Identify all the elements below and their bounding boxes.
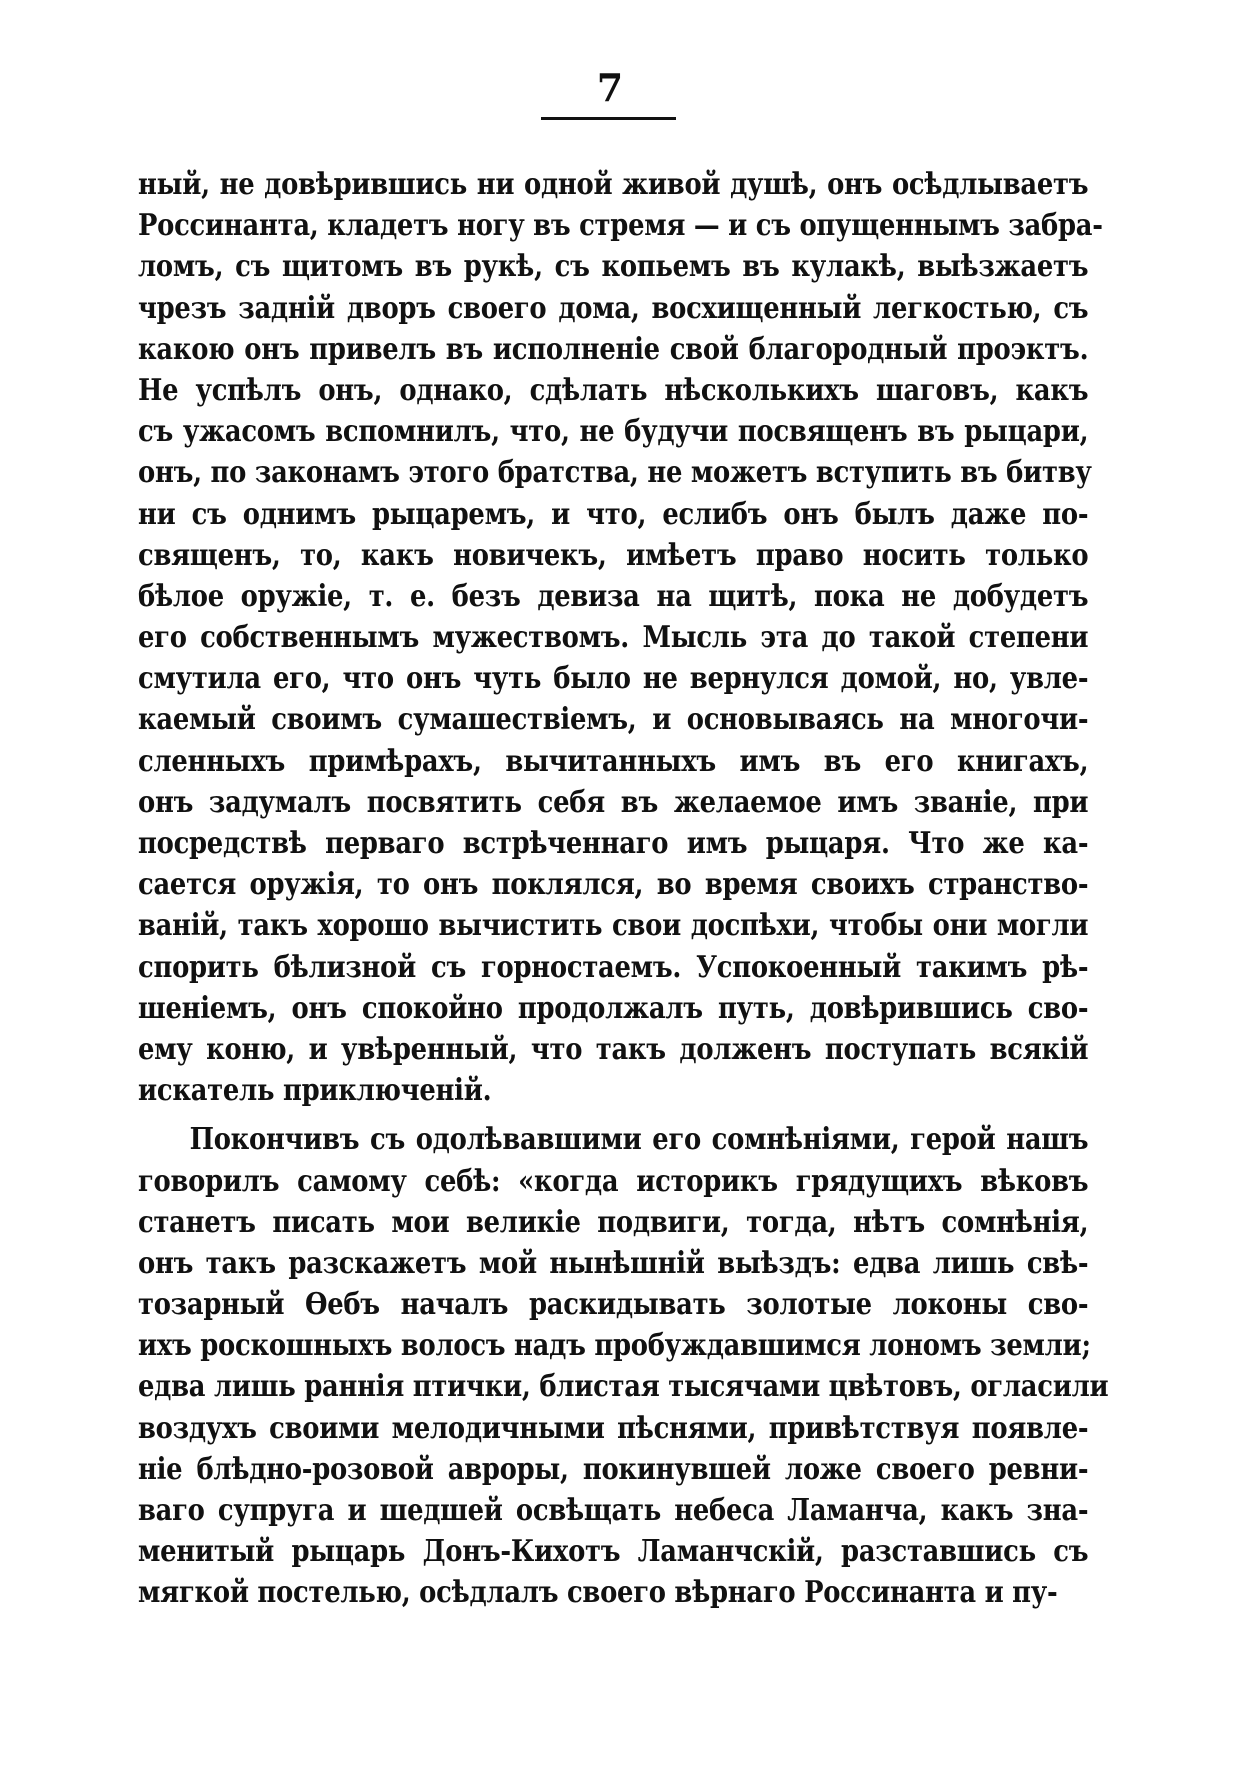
text-line: ни съ однимъ рыцаремъ, и что, еслибъ онъ былъ даже по- xyxy=(138,496,1089,532)
text-line: чрезъ заднiй дворъ своего дома, восхищенный легкостью, съ xyxy=(138,290,1089,326)
text-line: ваго супруга и шедшей освѣщать небеса Ламанча, какъ зна- xyxy=(138,1493,1089,1528)
text-line: Покончивъ съ одолѣвавшими его сомнѣнiями, герой нашъ xyxy=(189,1122,1089,1158)
text-line: Не успѣлъ онъ, однако, сдѣлать нѣсколькихъ шаговъ, какъ xyxy=(138,372,1089,408)
page-number-rule xyxy=(541,117,676,120)
text-line: едва лишь раннiя птички, блистая тысячами цвѣтовъ, огласили xyxy=(138,1369,1109,1405)
body-text xyxy=(138,164,1109,1614)
page-number: 7 xyxy=(596,65,624,110)
text-line: ломъ, съ щитомъ въ рукѣ, съ копьемъ въ кулакѣ, выѣзжаетъ xyxy=(138,249,1089,285)
text-line: говорилъ самому себѣ: «когда историкъ грядущихъ вѣковъ xyxy=(138,1163,1089,1199)
text-line: искатель приключенiй. xyxy=(138,1073,492,1109)
text-line: бѣлое оружiе, т. е. безъ девиза на щитѣ, пока не добудетъ xyxy=(138,578,1089,614)
text-line: тозарный Ѳебъ началъ раскидывать золотые локоны сво- xyxy=(138,1287,1089,1323)
text-line: онъ такъ разскажетъ мой нынѣшнiй выѣздъ: едва лишь свѣ- xyxy=(138,1245,1089,1281)
text-line: онъ, по законамъ этого братства, не можетъ вступить въ битву xyxy=(138,455,1092,491)
text-line: спорить бѣлизной съ горностаемъ. Успокоенный такимъ рѣ- xyxy=(138,949,1089,985)
text-line: мягкой постелью, осѣдлалъ своего вѣрнаго Россинанта и пу- xyxy=(138,1575,1058,1611)
text-line: нiе блѣдно-розовой авроры, покинувшей ложе своего ревни- xyxy=(138,1451,1089,1487)
text-line: сленныхъ примѣрахъ, вычитанныхъ имъ въ его книгахъ, xyxy=(138,743,1089,779)
paragraph xyxy=(138,164,1103,1111)
text-line: воздухъ своими мелодичными пѣснями, привѣтствуя появле- xyxy=(138,1410,1089,1446)
text-line: его собственнымъ мужествомъ. Мысль эта до такой степени xyxy=(138,620,1089,656)
text-line: сается оружiя, то онъ поклялся, во время своихъ странство- xyxy=(138,867,1089,903)
text-line: менитый рыцарь Донъ-Кихотъ Ламанчскiй, разставшись съ xyxy=(138,1534,1089,1570)
text-line: каемый своимъ сумашествiемъ, и основываясь на многочи- xyxy=(138,702,1089,738)
text-line: ему коню, и увѣренный, что такъ долженъ поступать всякiй xyxy=(138,1031,1089,1067)
text-line: шенiемъ, онъ спокойно продолжалъ путь, довѣрившись сво- xyxy=(138,990,1089,1026)
text-line: ихъ роскошныхъ волосъ надъ пробуждавшимся лономъ земли; xyxy=(138,1328,1091,1364)
text-line: ванiй, такъ хорошо вычистить свои доспѣхи, чтобы они могли xyxy=(138,908,1089,944)
text-line: посредствѣ перваго встрѣченнаго имъ рыцаря. Что же ка- xyxy=(138,826,1089,861)
paragraph-gap xyxy=(138,1111,1088,1119)
text-line: какою онъ привелъ въ исполненiе свой благородный проэктъ. xyxy=(138,331,1089,367)
text-line: смутила его, что онъ чуть было не вернулся домой, но, увле- xyxy=(138,661,1089,697)
text-line: Россинанта, кладетъ ногу въ стремя — и съ опущеннымъ забра- xyxy=(138,208,1103,244)
text-line: ный, не довѣрившись ни одной живой душѣ, онъ осѣдлываетъ xyxy=(138,167,1089,202)
text-line: священъ, то, какъ новичекъ, имѣетъ право носить только xyxy=(138,537,1089,573)
text-line: съ ужасомъ вспомнилъ, что, не будучи посвященъ въ рыцари, xyxy=(138,414,1089,450)
text-line: онъ задумалъ посвятить себя въ желаемое имъ званiе, при xyxy=(138,784,1089,820)
paragraph xyxy=(138,1119,1109,1613)
text-line: станетъ писать мои великiе подвиги, тогда, нѣтъ сомнѣнiя, xyxy=(138,1204,1089,1240)
